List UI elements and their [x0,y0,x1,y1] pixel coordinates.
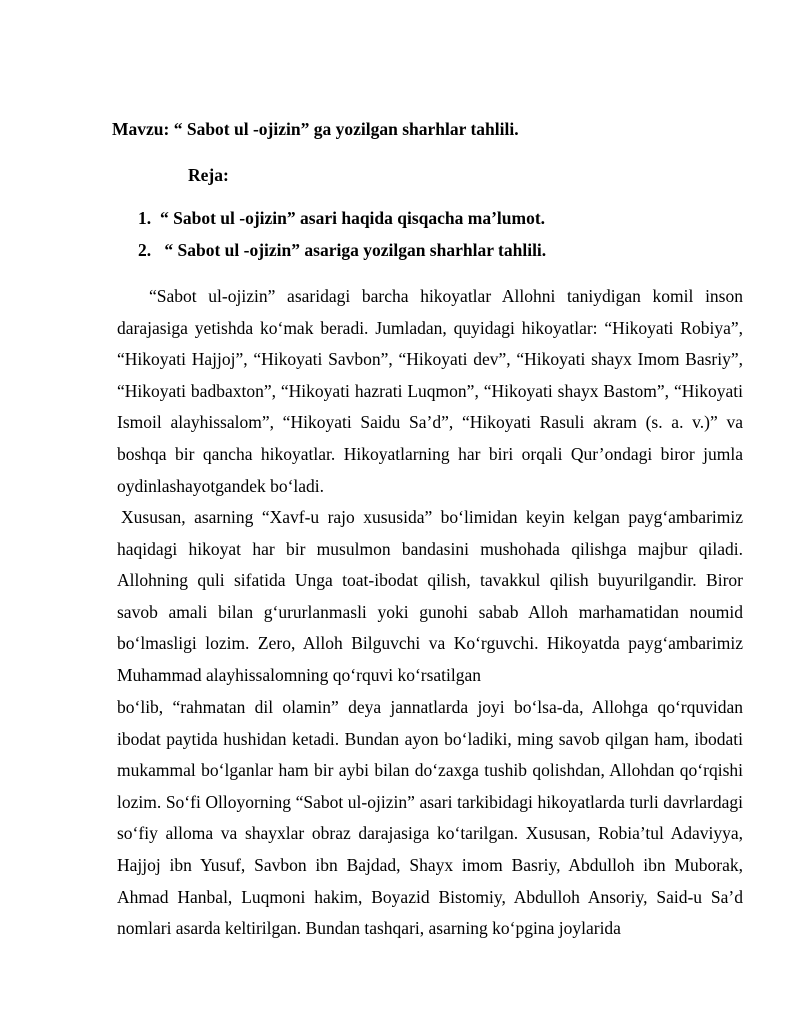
plan-item-text: “ Sabot ul -ojizin” asari haqida qisqacha ma’lumot. [160,208,546,228]
plan-item [138,208,545,229]
plan-item-number: 1. [138,208,152,228]
body-paragraph: bo‘lib, “rahmatan dil olamin” deya jannatlarda joyi bo‘lsa-da, Allohga qo‘rquvidan ibodat paytida hushidan ketadi. Bundan ayon bo‘ladiki, ming savob qilgan ham, ibodati mukammal bo‘lganlar ham bir aybi bilan do‘zaxga tushib qolishdan, Allohdan qo‘rqishi lozim. So‘fi Olloyorning “Sabot ul-ojizin” asari tarkibidagi hikoyatlarda turli davrlardagi so‘fiy alloma va shayxlar obraz darajasiga ko‘tarilgan. Xususan, Robia’tul Adaviyya, Hajjoj ibn Yusuf, Savbon ibn Bajdad, Shayx imom Basriy, Abdulloh ibn Muborak, Ahmad Hanbal, Luqmoni hakim, Boyazid Bistomiy, Abdulloh Ansoriy, Said-u Sa’d nomlari asarda keltirilgan. Bundan tashqari, asarning ko‘pgina joylarida [117,697,743,939]
plan-item [138,240,546,261]
document-title: Mavzu: “ Sabot ul -ojizin” ga yozilgan sharhlar tahlili. [112,119,519,139]
body-paragraph: Xususan, asarning “Xavf-u rajo xususida” bo‘limidan keyin kelgan payg‘ambarimiz haqidagi hikoyat har bir musulmon bandasini mushohada qilishga majbur qiladi. Allohning quli sifatida Unga toat-ibodat qilish, tavakkul qilish buyurilgandir. Biror savob amali bilan g‘ururlanmasli yoki gunohi sabab Alloh marhamatidan noumid bo‘lmasligi lozim. Zero, Alloh Bilguvchi va Ko‘rguvchi. Hikoyatda payg‘ambarimiz Muhammad alayhissalomning qo‘rquvi ko‘rsatilgan [117,507,743,685]
plan-heading: Reja: [188,165,229,185]
body-paragraph: “Sabot ul-ojizin” asaridagi barcha hikoyatlar Allohni taniydigan komil inson darajasiga yetishda ko‘mak beradi. Jumladan, quyidagi hikoyatlar: “Hikoyati Robiya”, “Hikoyati Hajjoj”, “Hikoyati Savbon”, “Hikoyati dev”, “Hikoyati shayx Imom Basriy”, “Hikoyati badbaxton”, “Hikoyati hazrati Luqmon”, “Hikoyati shayx Bastom”, “Hikoyati Ismoil alayhissalom”, “Hikoyati Saidu Sa’d”, “Hikoyati Rasuli akram (s. a. v.)” va boshqa bir qancha hikoyatlar. Hikoyatlarning har biri orqali Qur’ondagi biror jumla oydinlashayotgandek bo‘ladi. [117,286,743,496]
plan-item-number: 2. [138,240,152,260]
plan-item-text: “ Sabot ul -ojizin” asariga yozilgan sharhlar tahlili. [160,240,547,260]
